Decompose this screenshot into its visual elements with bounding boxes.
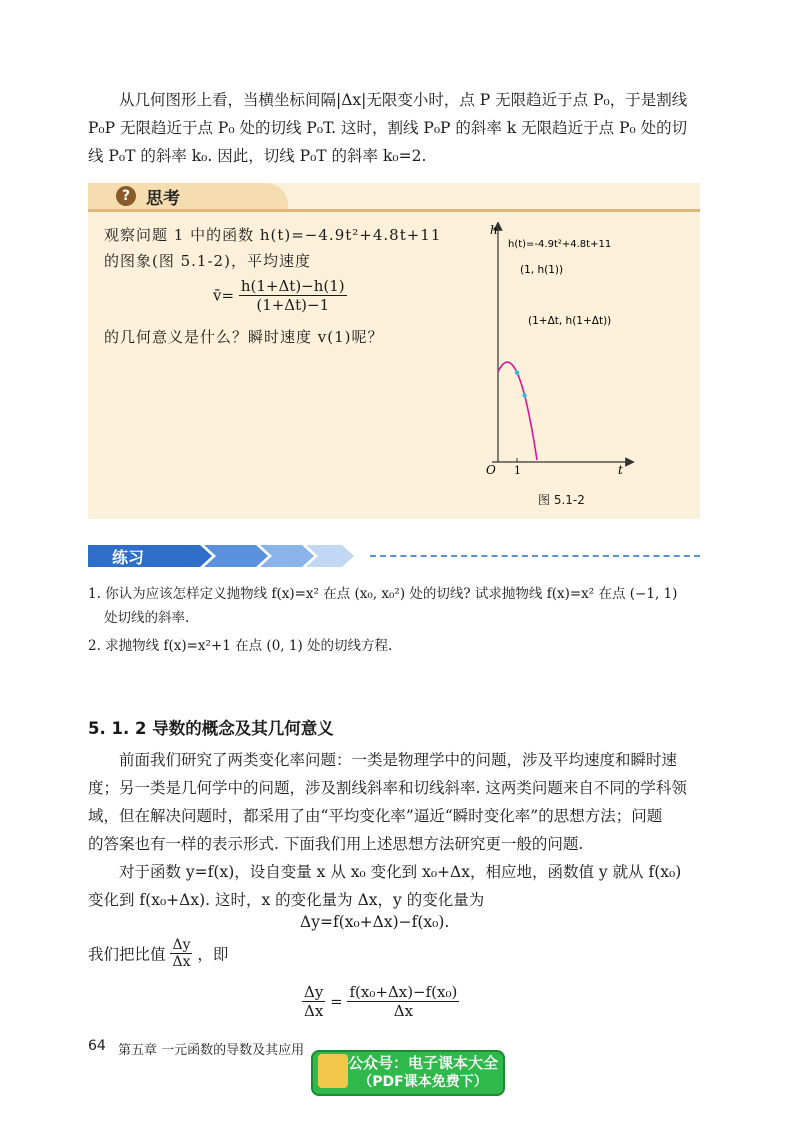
think-title: 思考 (146, 189, 180, 209)
exercise-1-line-1: 1. 你认为应该怎样定义抛物线 f(x)=x² 在点 (x₀, x₀²) 处的切线? 试求抛物线 f(x)=x² 在点 (−1, 1) (88, 586, 678, 602)
section-title: 5. 1. 2 导数的概念及其几何意义 (88, 719, 334, 738)
practice-dashed-rule (370, 555, 700, 557)
avg-velocity-denominator: (1+Δt)−1 (256, 296, 330, 314)
avg-velocity-fraction (239, 277, 347, 314)
ratio-numerator: Δy (172, 937, 191, 953)
exercise-2: 2. 求抛物线 f(x)=x²+1 在点 (0, 1) 处的切线方程. (88, 638, 393, 654)
vbar-label: v̄= (213, 286, 235, 305)
axis-h-label: h (490, 223, 498, 237)
eq2-lhs-denominator: Δx (304, 1002, 324, 1020)
think-line-1: 观察问题 1 中的函数 h(t)=−4.9t²+4.8t+11 (104, 226, 442, 244)
axis-t-label: t (618, 463, 623, 477)
body-p1-line-2: 度；另一类是几何学中的问题，涉及割线斜率和切线斜率. 这两类问题来自不同的学科领 (88, 779, 687, 797)
ratio-prefix: 我们把比值 (88, 945, 166, 964)
eq2-rhs-fraction (347, 983, 459, 1020)
book-logo-icon (318, 1054, 348, 1088)
intro-line-2: P₀P 无限趋近于点 P₀ 处的切线 P₀T. 这时，割线 P₀P 的斜率 k 无限趋近于点 P₀ 处的切 (88, 119, 688, 137)
body-paragraph-1 (88, 746, 700, 858)
page-number: 64 (88, 1038, 106, 1054)
body-p1-line-1: 前面我们研究了两类变化率问题：一类是物理学中的问题，涉及平均速度和瞬时速 (119, 751, 678, 769)
intro-line-1: 从几何图形上看，当横坐标间隔|Δx|无限变小时，点 P 无限趋近于点 P₀，于是割线 (119, 91, 688, 109)
think-line-2: 的图象(图 5.1-2)，平均速度 (104, 252, 311, 270)
delta-y-equation: Δy=f(x₀+Δx)−f(x₀). (300, 913, 450, 931)
body-p2-line-1: 对于函数 y=f(x)，设自变量 x 从 x₀ 变化到 x₀+Δx，相应地，函数值 y 就从 f(x₀) (119, 863, 682, 881)
think-header-rule (88, 209, 700, 212)
eq2-rhs-denominator: Δx (393, 1002, 414, 1020)
function-label: h(t)=-4.9t²+4.8t+11 (508, 239, 612, 250)
body-p2-line-2: 变化到 f(x₀+Δx). 这时，x 的变化量为 Δx，y 的变化量为 (88, 891, 485, 909)
difference-quotient-equation (302, 983, 459, 1020)
question-icon: ? (116, 186, 136, 206)
eq2-equals: = (330, 992, 343, 1011)
body-p1-line-3: 域，但在解决问题时，都采用了由“平均变化率”逼近“瞬时变化率”的思想方法；问题 (88, 807, 663, 825)
chapter-footer: 第五章 一元函数的导数及其应用 (118, 1043, 305, 1058)
body-paragraph-2 (88, 858, 700, 914)
intro-paragraph (88, 86, 700, 170)
figure-graph (470, 222, 640, 512)
eq2-lhs-fraction (302, 983, 325, 1020)
intro-line-3: 线 P₀T 的斜率 k₀. 因此，切线 P₀T 的斜率 k₀=2. (88, 147, 427, 165)
exercise-1-line-2: 处切线的斜率. (104, 610, 190, 626)
point-2-label: (1+Δt, h(1+Δt)) (528, 315, 612, 327)
point-1-label: (1, h(1)) (520, 264, 564, 276)
avg-velocity-numerator: h(1+Δt)−h(1) (240, 277, 345, 295)
origin-label: O (486, 463, 496, 477)
point-1-marker (515, 370, 519, 374)
ratio-sentence (88, 937, 228, 970)
body-p1-line-4: 的答案也有一样的表示形式. 下面我们用上述思想方法研究更一般的问题. (88, 835, 584, 853)
figure-caption: 图 5.1-2 (538, 493, 585, 507)
eq2-rhs-numerator: f(x₀+Δx)−f(x₀) (349, 983, 458, 1001)
point-2-marker (522, 393, 526, 397)
exercise-1 (88, 582, 700, 630)
stamp-line-2: （PDF课本免费下） (358, 1074, 488, 1090)
h-curve (498, 362, 537, 460)
tick-1-label: 1 (514, 464, 521, 477)
think-line-3: 的几何意义是什么？瞬时速度 v(1)呢？ (104, 328, 384, 346)
avg-velocity-formula (213, 277, 347, 314)
eq2-lhs-numerator: Δy (304, 983, 324, 1001)
ratio-suffix: ，即 (197, 945, 229, 964)
practice-title: 练习 (112, 548, 145, 567)
ratio-denominator: Δx (172, 954, 191, 970)
ratio-fraction (170, 937, 192, 970)
stamp-line-1: 公众号：电子课本大全 (348, 1054, 499, 1072)
